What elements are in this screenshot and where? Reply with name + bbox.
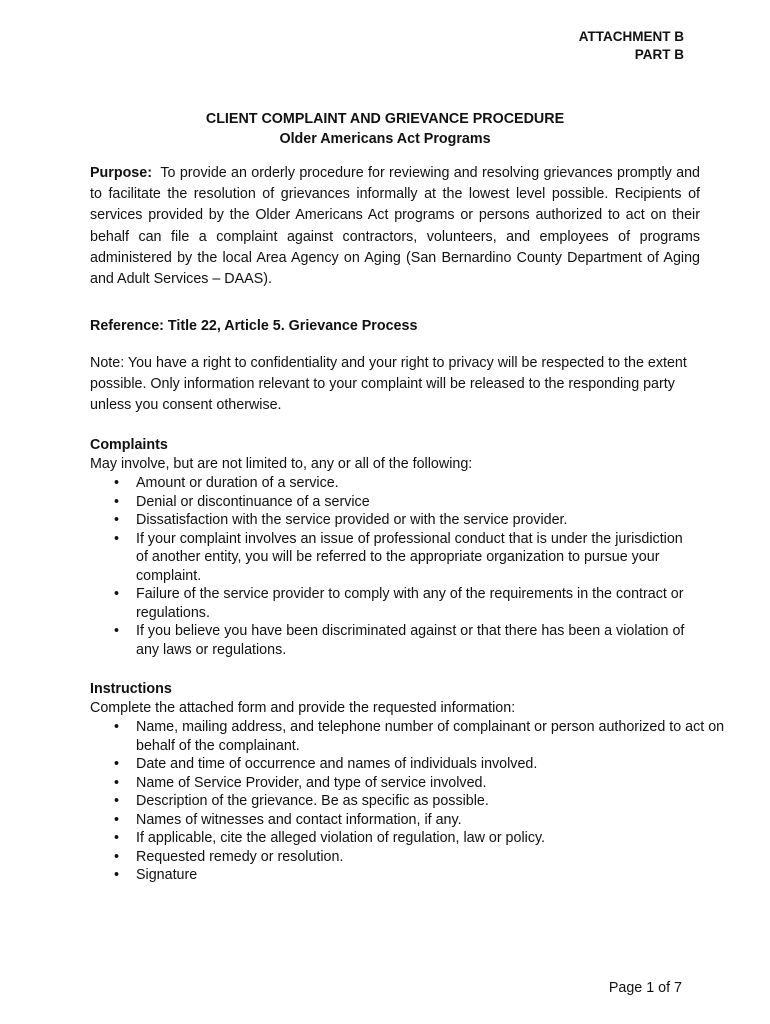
list-item bbox=[90, 493, 700, 512]
list-item bbox=[90, 829, 726, 848]
list-item bbox=[90, 755, 726, 774]
bullet-icon: • bbox=[114, 719, 120, 735]
complaints-intro: May involve, but are not limited to, any or all of the following: bbox=[90, 456, 473, 472]
bullet-icon: • bbox=[114, 756, 120, 772]
instructions-intro: Complete the attached form and provide the requested information: bbox=[90, 700, 516, 716]
list-item-text: Description of the grievance. Be as specific as possible. bbox=[136, 793, 489, 809]
list-item-text: If you believe you have been discriminated against or that there has been a violation of any laws or regulations. bbox=[136, 623, 685, 658]
bullet-icon: • bbox=[114, 793, 120, 809]
list-item bbox=[90, 848, 726, 867]
list-item-text: If applicable, cite the alleged violation of regulation, law or policy. bbox=[136, 830, 546, 846]
document-subtitle: Older Americans Act Programs bbox=[279, 131, 491, 147]
list-item-text: Requested remedy or resolution. bbox=[136, 848, 344, 865]
list-item bbox=[90, 866, 726, 885]
list-item bbox=[90, 792, 726, 811]
bullet-icon: • bbox=[114, 848, 120, 865]
list-item bbox=[90, 622, 696, 659]
list-item bbox=[90, 511, 700, 530]
complaints-heading: Complaints bbox=[90, 437, 168, 453]
reference-heading: Reference: Title 22, Article 5. Grievance Process bbox=[90, 318, 418, 334]
list-item-text: Amount or duration of a service. bbox=[136, 475, 339, 491]
list-item-text: Names of witnesses and contact information, if any. bbox=[136, 811, 462, 828]
attachment-header bbox=[579, 28, 684, 64]
bullet-icon: • bbox=[114, 530, 120, 547]
instructions-heading: Instructions bbox=[90, 681, 172, 697]
bullet-icon: • bbox=[114, 512, 120, 528]
page-number: Page 1 of 7 bbox=[608, 980, 682, 996]
list-item-text: Dissatisfaction with the service provided or with the service provider. bbox=[136, 512, 568, 528]
complaints-section bbox=[90, 436, 700, 659]
list-item-text: Failure of the service provider to comply with any of the requirements in the contract or regulations. bbox=[136, 586, 684, 621]
bullet-icon: • bbox=[114, 475, 120, 491]
bullet-icon: • bbox=[114, 830, 120, 846]
list-item-text: Date and time of occurrence and names of individuals involved. bbox=[136, 756, 538, 772]
list-item-text: Denial or discontinuance of a service bbox=[136, 493, 370, 510]
list-item bbox=[90, 530, 696, 586]
bullet-icon: • bbox=[114, 623, 120, 639]
list-item-text: Signature bbox=[136, 867, 198, 883]
bullet-icon: • bbox=[114, 774, 120, 791]
list-item-text: If your complaint involves an issue of professional conduct that is under the jurisdiction of another entity, you will be referred to the appropriate organization to pursue your complaint. bbox=[136, 530, 683, 584]
list-item bbox=[90, 474, 700, 493]
attachment-label: ATTACHMENT B bbox=[578, 29, 684, 44]
part-label: PART B bbox=[634, 47, 684, 62]
purpose-label: Purpose: bbox=[90, 165, 152, 181]
document-title: CLIENT COMPLAINT AND GRIEVANCE PROCEDURE bbox=[205, 111, 565, 127]
purpose-paragraph bbox=[90, 163, 700, 290]
list-item bbox=[90, 585, 696, 622]
bullet-icon: • bbox=[114, 811, 120, 828]
list-item bbox=[90, 774, 726, 793]
instructions-list bbox=[90, 718, 725, 885]
bullet-icon: • bbox=[114, 867, 120, 883]
complaints-list bbox=[90, 474, 700, 659]
bullet-icon: • bbox=[114, 586, 120, 602]
instructions-section bbox=[90, 680, 725, 885]
purpose-text: To provide an orderly procedure for reviewing and resolving grievances promptly and to facilitate the resolution of grievances informally at the lowest level possible. Recipients of services provided by the Older Americans Act programs or persons authorized to act on their behalf can file a complaint against contractors, volunteers, and employees of programs administered by the local Area Agency on Aging (San Bernardino County Department of Aging and Adult Services – DAAS). bbox=[90, 165, 701, 288]
list-item bbox=[90, 811, 726, 830]
list-item-text: Name of Service Provider, and type of service involved. bbox=[136, 774, 487, 791]
note-paragraph: Note: You have a right to confidentiality and your right to privacy will be respected to the extent possible. Only information relevant to your complaint will be released to the responding party unless you consent otherwise. bbox=[90, 355, 687, 413]
bullet-icon: • bbox=[114, 493, 120, 510]
list-item-text: Name, mailing address, and telephone number of complainant or person authorized to act on behalf of the complainant. bbox=[136, 719, 725, 754]
list-item bbox=[90, 718, 726, 755]
